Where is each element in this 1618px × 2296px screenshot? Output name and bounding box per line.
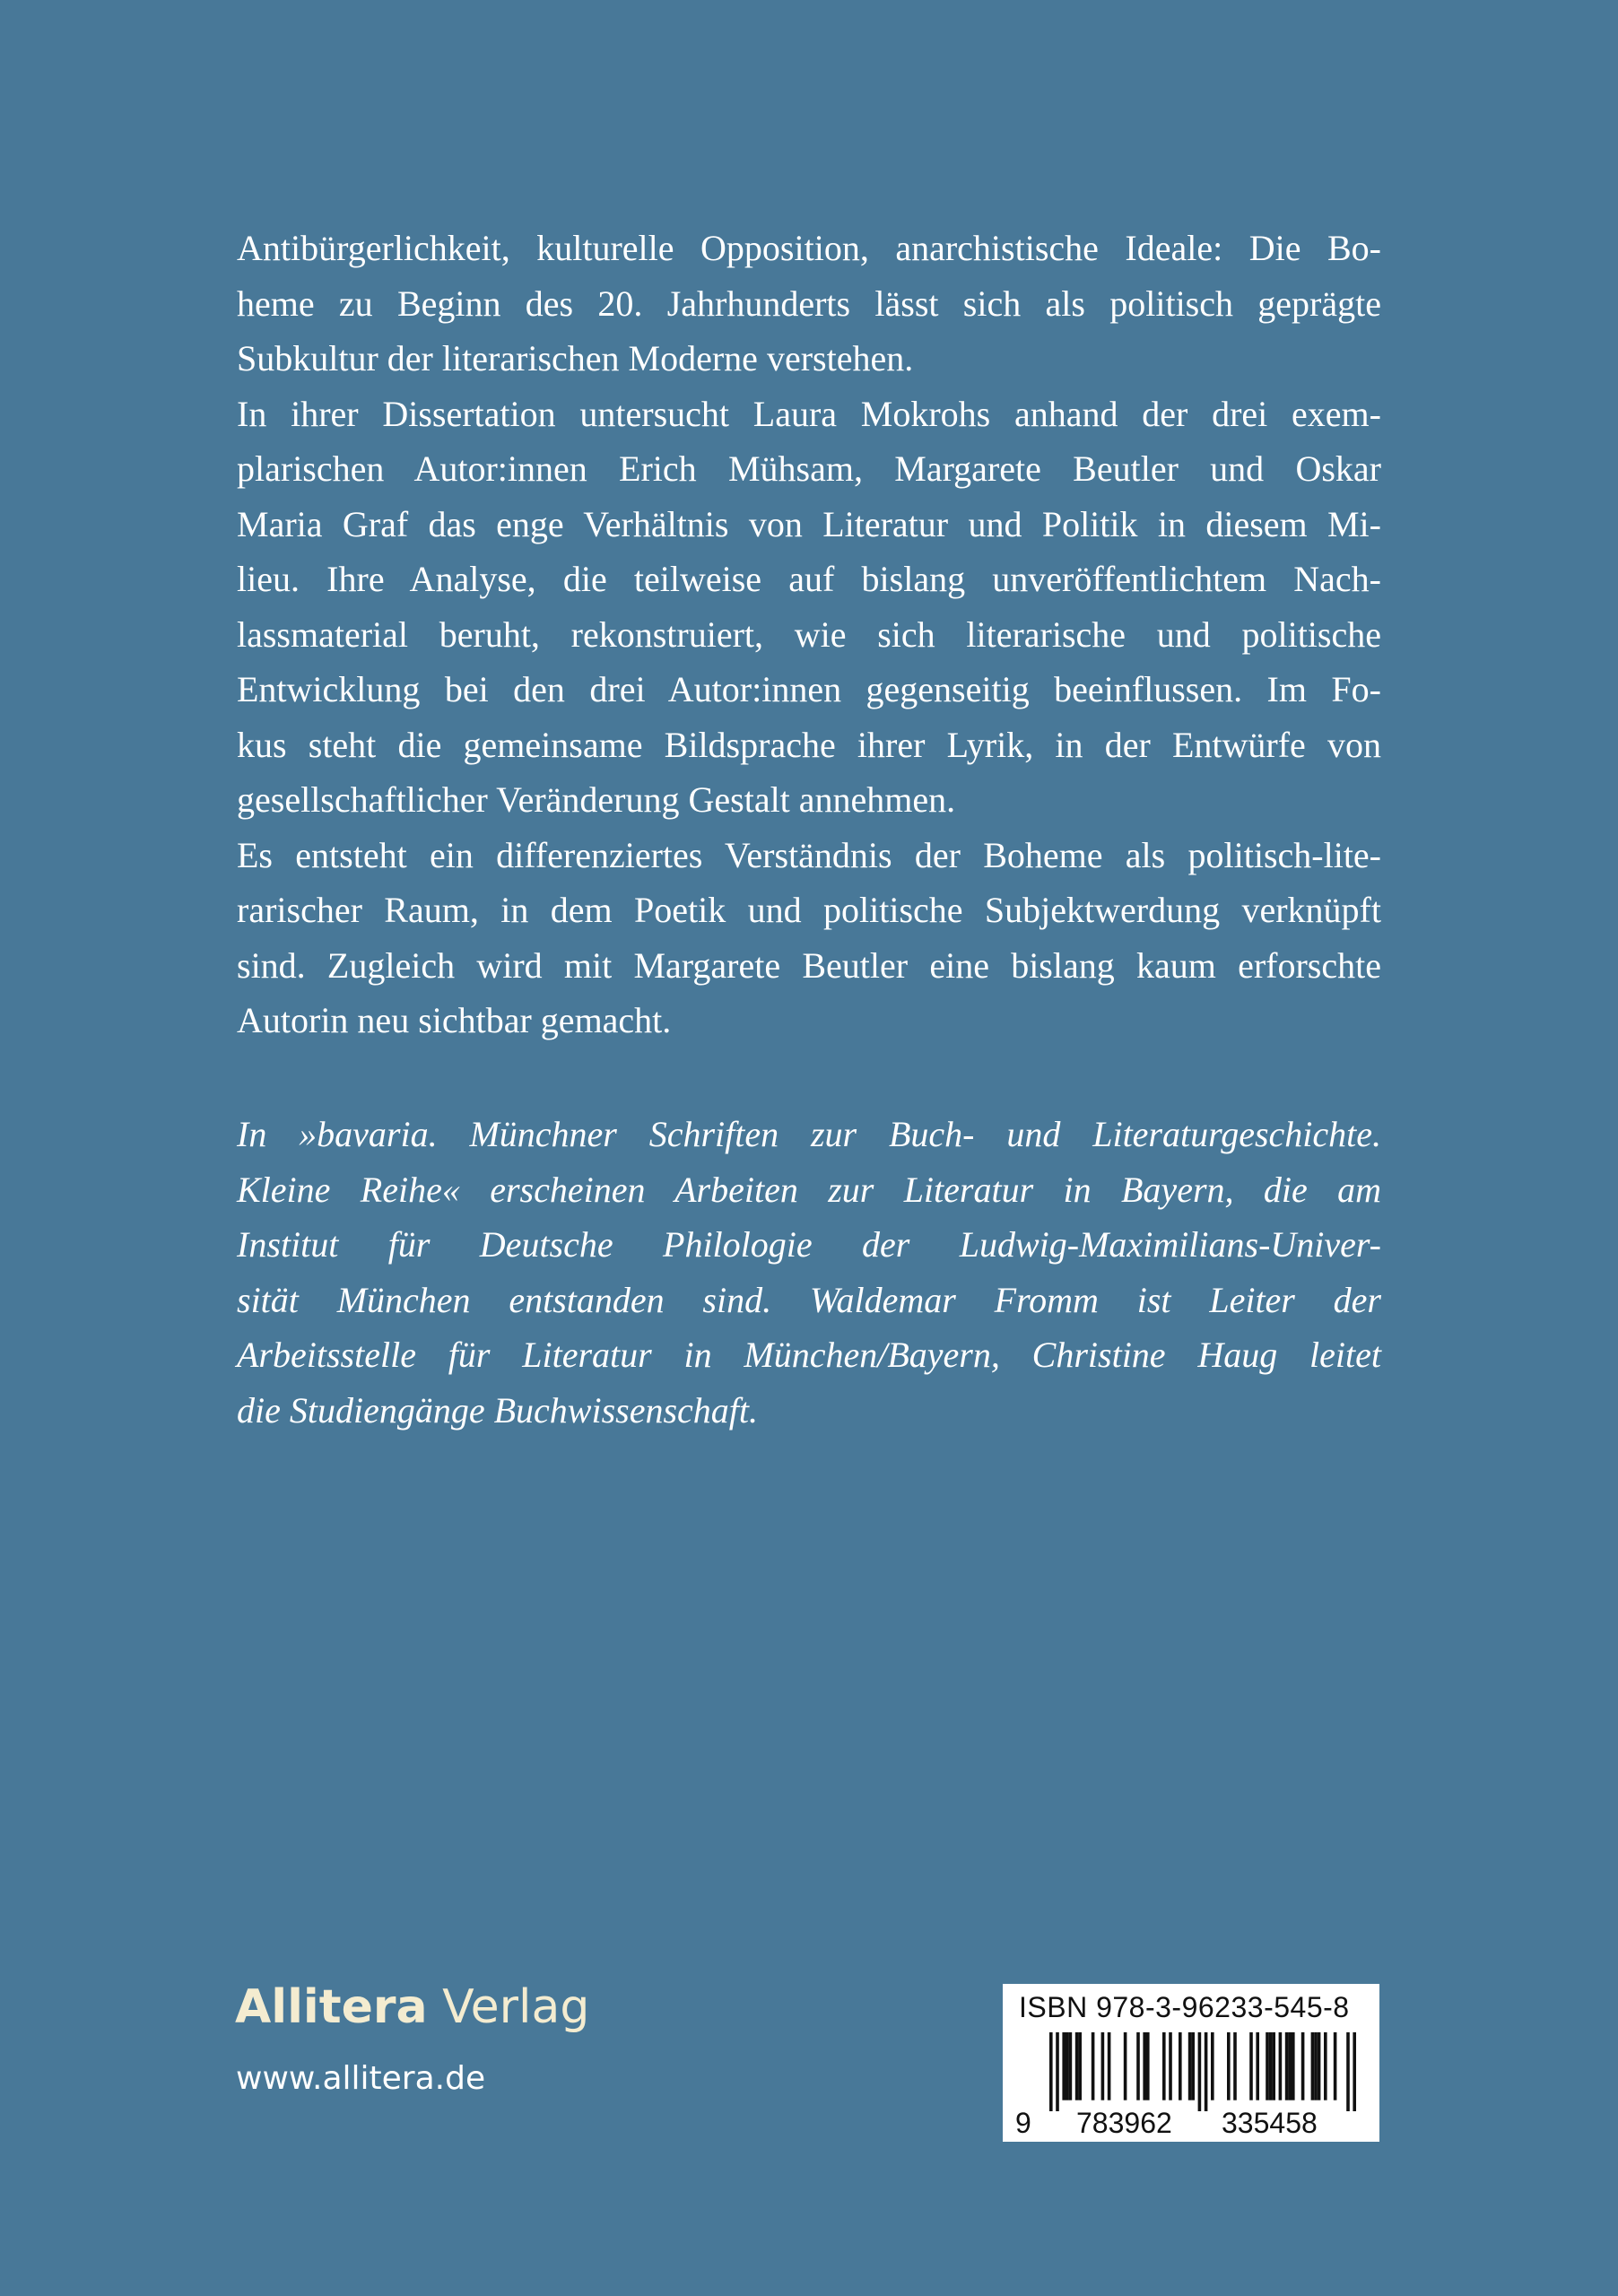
barcode-bar xyxy=(1078,2032,1082,2100)
barcode-bar xyxy=(1318,2032,1321,2100)
barcode-digit-first: 9 xyxy=(1015,2107,1031,2139)
series-line: sität München entstanden sind. Waldemar Fromm ist Leiter der xyxy=(237,1279,1381,1320)
publisher-logo xyxy=(235,1979,589,2036)
barcode-bar xyxy=(1066,2032,1069,2100)
barcode-bar xyxy=(1301,2032,1305,2100)
blurb-line: In ihrer Dissertation untersucht Laura Mokrohs anhand der drei exem- xyxy=(237,393,1381,434)
barcode-bar xyxy=(1211,2032,1214,2100)
barcode-bar xyxy=(1169,2032,1172,2100)
barcode-bar xyxy=(1162,2032,1166,2100)
isbn-barcode xyxy=(1003,1984,1379,2142)
blurb-line: Entwicklung bei den drei Autor:innen gegenseitig beeinflussen. Im Fo- xyxy=(237,669,1381,709)
blurb-line: Antibürgerlichkeit, kulturelle Opposition, anarchistische Ideale: Die Bo- xyxy=(237,228,1381,268)
publisher-website: www.allitera.de xyxy=(236,2060,486,2097)
blurb-line: Subkultur der literarischen Moderne verstehen. xyxy=(237,338,914,378)
blurb-text xyxy=(237,221,1381,1048)
publisher-word: Verlag xyxy=(442,1980,590,2034)
barcode-bar xyxy=(1288,2032,1292,2100)
blurb-line: plarischen Autor:innen Erich Mühsam, Margarete Beutler und Oskar xyxy=(237,448,1381,489)
series-line: die Studiengänge Buchwissenschaft. xyxy=(237,1389,759,1431)
barcode-bar xyxy=(1279,2032,1283,2100)
barcode-bar xyxy=(1188,2032,1192,2100)
barcode-bar xyxy=(1179,2032,1182,2100)
blurb-line: kus steht die gemeinsame Bildsprache ihrer Lyrik, in der Entwürfe von xyxy=(237,724,1381,765)
barcode-bar xyxy=(1256,2032,1259,2100)
barcode-bar xyxy=(1334,2032,1337,2100)
barcode-bar xyxy=(1101,2032,1105,2100)
barcode-guard-bar xyxy=(1198,2032,1202,2111)
barcode-bar xyxy=(1143,2032,1146,2100)
blurb-line: lieu. Ihre Analyse, die teilweise auf bislang unveröffentlichtem Nach- xyxy=(237,559,1381,599)
series-line: Institut für Deutsche Philologie der Ludwig-Maximilians-Univer- xyxy=(237,1224,1381,1265)
barcode-bar xyxy=(1292,2032,1295,2100)
barcode-bar xyxy=(1249,2032,1253,2100)
barcode-digits-left: 783962 xyxy=(1076,2107,1172,2139)
barcode-bar xyxy=(1191,2032,1195,2100)
series-line: In »bavaria. Münchner Schriften zur Buch- und Literaturgeschichte. xyxy=(237,1114,1381,1154)
barcode-guard-bar xyxy=(1205,2032,1208,2111)
barcode-bar xyxy=(1311,2032,1315,2100)
isbn-label: ISBN 978-3-96233-545-8 xyxy=(1019,1991,1350,2023)
barcode-bar xyxy=(1227,2032,1231,2100)
barcode-bar xyxy=(1136,2032,1140,2100)
barcode-bar xyxy=(1075,2032,1079,2100)
barcode-bar xyxy=(1285,2032,1289,2100)
series-line: Kleine Reihe« erscheinen Arbeiten zur Literatur in Bayern, die am xyxy=(237,1169,1381,1210)
barcode-bar xyxy=(1233,2032,1237,2100)
barcode-bar xyxy=(1314,2032,1318,2100)
publisher-brand: Allitera xyxy=(235,1980,428,2034)
barcode-digits-right: 335458 xyxy=(1222,2107,1318,2139)
barcode-bar xyxy=(1062,2032,1066,2100)
barcode-bars xyxy=(1049,2032,1356,2111)
blurb-line: Maria Graf das enge Verhältnis von Literatur und Politik in diesem Mi- xyxy=(237,503,1381,544)
barcode-guard-bar xyxy=(1056,2032,1059,2111)
blurb-line: sind. Zugleich wird mit Margarete Beutler eine bislang kaum erforschte xyxy=(237,944,1381,986)
blurb-line: heme zu Beginn des 20. Jahrhunderts lässt sich als politisch geprägte xyxy=(237,283,1381,324)
barcode-bar xyxy=(1266,2032,1269,2100)
blurb-line: lassmaterial beruht, rekonstruiert, wie sich literarische und politische xyxy=(237,613,1381,655)
barcode-bar xyxy=(1324,2032,1327,2100)
barcode-bar xyxy=(1069,2032,1073,2100)
barcode-guard-bar xyxy=(1353,2032,1356,2111)
barcode-guard-bar xyxy=(1049,2032,1053,2111)
barcode-bar xyxy=(1092,2032,1095,2100)
blurb-line: Autorin neu sichtbar gemacht. xyxy=(237,1000,672,1040)
series-note xyxy=(237,1107,1381,1438)
barcode-bar xyxy=(1272,2032,1275,2100)
blurb-line: rarischer Raum, in dem Poetik und politische Subjektwerdung verknüpft xyxy=(237,890,1381,930)
barcode-bar xyxy=(1146,2032,1150,2100)
barcode-bar xyxy=(1269,2032,1273,2100)
barcode-bar xyxy=(1108,2032,1111,2100)
barcode-bar xyxy=(1124,2032,1127,2100)
blurb-line: gesellschaftlicher Veränderung Gestalt annehmen. xyxy=(237,779,956,820)
blurb-line: Es entsteht ein differenziertes Verständnis der Boheme als politisch-lite- xyxy=(237,834,1381,875)
barcode-guard-bar xyxy=(1346,2032,1350,2111)
series-line: Arbeitsstelle für Literatur in München/Bayern, Christine Haug leitet xyxy=(237,1335,1381,1375)
